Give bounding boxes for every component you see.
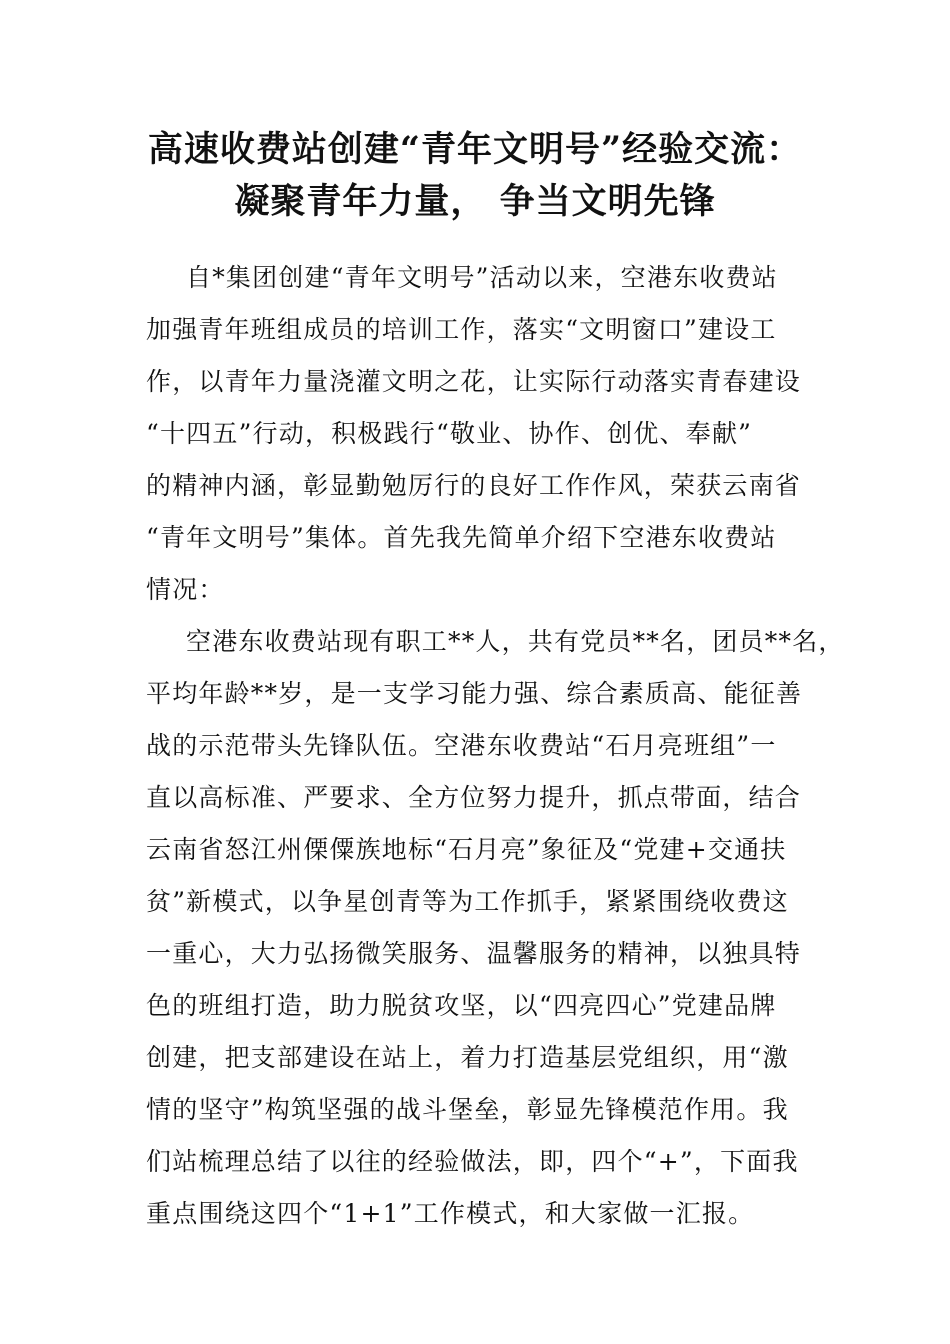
text-line: 一重心，大力弘扬微笑服务、温馨服务的精神，以独具特 bbox=[146, 939, 802, 968]
text-line: 战的示范带头先锋队伍。空港东收费站“石月亮班组”一 bbox=[146, 731, 777, 760]
text-line: “十四五”行动，积极践行“敬业、协作、创优、奉献” bbox=[146, 419, 753, 448]
text-line: 直以高标准、严要求、全方位努力提升，抓点带面，结合 bbox=[146, 783, 802, 812]
text-line: 空港东收费站现有职工**人，共有党员**名，团员**名， bbox=[186, 627, 845, 656]
text-line: “青年文明号”集体。首先我先简单介绍下空港东收费站 bbox=[146, 523, 777, 552]
text-line: 情的坚守”构筑坚强的战斗堡垒，彰显先锋模范作用。我 bbox=[146, 1095, 789, 1124]
text-line: 重点围绕这四个“1+1”工作模式，和大家做一汇报。 bbox=[146, 1199, 755, 1228]
text-line: 的精神内涵，彰显勤勉厉行的良好工作作风，荣获云南省 bbox=[146, 471, 802, 500]
title-line: 凝聚青年力量， 争当文明先锋 bbox=[234, 181, 716, 222]
text-line: 色的班组打造，助力脱贫攻坚，以“四亮四心”党建品牌 bbox=[146, 991, 777, 1020]
title-line: 高速收费站创建“青年文明号”经验交流： bbox=[147, 129, 803, 170]
paragraph-intro bbox=[146, 252, 816, 616]
document-body bbox=[146, 252, 845, 1240]
text-line: 情况： bbox=[146, 575, 225, 604]
paragraph-station-overview bbox=[146, 616, 845, 1240]
text-line: 云南省怒江州傈僳族地标“石月亮”象征及“党建+交通扶 bbox=[146, 835, 787, 864]
document-title bbox=[100, 124, 850, 228]
text-line: 自*集团创建“青年文明号”活动以来，空港东收费站 bbox=[186, 263, 778, 292]
text-line: 们站梳理总结了以往的经验做法，即，四个“+”，下面我 bbox=[146, 1147, 799, 1176]
text-line: 加强青年班组成员的培训工作，落实“文明窗口”建设工 bbox=[146, 315, 777, 344]
text-line: 作，以青年力量浇灌文明之花，让实际行动落实青春建设 bbox=[146, 367, 802, 396]
text-line: 平均年龄**岁，是一支学习能力强、综合素质高、能征善 bbox=[146, 679, 803, 708]
text-line: 创建，把支部建设在站上，着力打造基层党组织，用“激 bbox=[146, 1043, 789, 1072]
text-line: 贫”新模式，以争星创青等为工作抓手，紧紧围绕收费这 bbox=[146, 887, 789, 916]
